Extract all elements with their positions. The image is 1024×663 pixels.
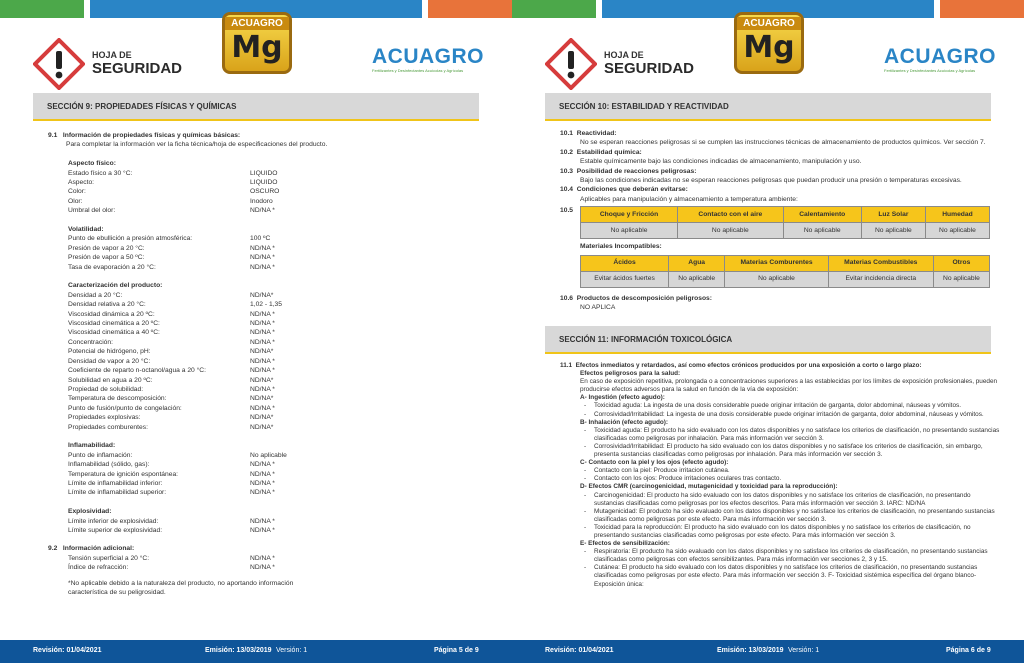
property-row	[68, 376, 468, 385]
property-name: Punto de fusión/punto de congelación:	[68, 404, 182, 412]
table-cell: No aplicable	[861, 223, 925, 239]
tox-item-text: Corrosividad/Irritabilidad: La ingesta de una dosis considerable puede originar irritación de garganta, dolor abdominal, náuseas y vómitos.	[594, 410, 984, 418]
property-value: LIQUIDO	[250, 179, 278, 187]
property-value: ND/NA *	[250, 526, 275, 534]
property-value: ND/NA *	[250, 564, 275, 572]
product-badge	[222, 12, 292, 74]
property-row	[68, 451, 468, 460]
exclamation-triangle-icon	[545, 38, 597, 90]
property-name: Propiedades explosivas:	[68, 414, 141, 422]
property-value: ND/NA *	[250, 320, 275, 328]
property-name: Temperatura de ignición espontánea:	[68, 470, 179, 478]
property-name: Inflamabilidad (sólido, gas):	[68, 461, 150, 469]
table-header-cell: Ácidos	[581, 255, 669, 271]
section-11-body	[560, 362, 1000, 589]
subsection-text: En caso de exposición repetitiva, prolongada o a concentraciones superiores a las establecidas por los límites de exposición profesionales, pueden producirse efectos adversos para la salud en función de la vía de exposición:	[580, 378, 998, 394]
subsection-subtitle: Efectos peligrosos para la salud:	[580, 370, 681, 378]
property-value: ND/NA*	[250, 348, 274, 356]
bullet: -	[584, 402, 587, 410]
property-row	[68, 413, 468, 422]
property-row	[68, 488, 468, 497]
page-right	[512, 0, 1024, 663]
tox-item	[580, 564, 1000, 588]
property-row	[68, 554, 468, 563]
logo-wordmark: ACUAGRO	[372, 45, 484, 68]
subsection-text: Estable químicamente bajo las condiciones indicadas de almacenamiento, manipulación y uso.	[580, 158, 862, 166]
revision-date: Revisión: 01/04/2021	[545, 647, 614, 654]
subsection-text: Para completar la información ver la ficha técnica/hoja de especificaciones del producto.	[66, 141, 328, 149]
subsection-title: Productos de descomposición peligrosos:	[576, 294, 713, 302]
property-value: ND/NA *	[250, 310, 275, 318]
tox-heading: B- Inhalación (efecto agudo):	[580, 418, 669, 426]
property-row	[68, 366, 468, 375]
property-name: Potencial de hidrógeno, pH:	[68, 348, 151, 356]
property-name: Punto de ebullición a presión atmosférica:	[68, 235, 193, 243]
property-row	[68, 404, 468, 413]
property-row	[68, 347, 468, 356]
property-name: Límite de inflamabilidad superior:	[68, 489, 167, 497]
property-name: Densidad relativa a 20 °C:	[68, 301, 146, 309]
property-row	[68, 517, 468, 526]
table-cell: No aplicable	[669, 271, 725, 287]
property-name: Viscosidad cinemática a 20 ºC:	[68, 320, 160, 328]
property-value: 100 ºC	[250, 235, 271, 243]
footer-left	[0, 640, 512, 663]
doc-type-title: SEGURIDAD	[604, 60, 695, 77]
property-row	[68, 300, 468, 309]
version: Versión: 1	[788, 647, 820, 654]
bullet: -	[584, 523, 587, 531]
footnote: *No aplicable debido a la naturaleza del producto, no aportando información característica de su peligrosidad.	[68, 579, 294, 597]
property-value: ND/NA *	[250, 554, 275, 562]
property-row	[68, 357, 468, 366]
property-row	[68, 197, 468, 206]
tox-item	[580, 475, 1000, 483]
property-name: Propiedades comburentes:	[68, 423, 148, 431]
property-value: ND/NA *	[250, 263, 275, 271]
property-value: ND/NA*	[250, 291, 274, 299]
property-name: Umbral del olor:	[68, 207, 116, 215]
property-value: ND/NA *	[250, 404, 275, 412]
property-row	[68, 526, 468, 535]
group-title: Aspecto físico:	[68, 160, 116, 168]
property-name: Olor:	[68, 197, 83, 205]
tox-item	[580, 508, 1000, 524]
property-value: ND/NA*	[250, 414, 274, 422]
subsection-title: Condiciones que deberán evitarse:	[576, 186, 688, 194]
table-cell: No aplicable	[678, 223, 784, 239]
table-header-cell: Agua	[669, 255, 725, 271]
tox-item	[580, 402, 1000, 410]
tox-heading: D- Efectos CMR (carcinogenicidad, mutagenicidad y toxicidad para la reproducción):	[580, 483, 838, 491]
property-row	[68, 187, 468, 196]
property-row	[68, 563, 468, 572]
tox-item-text: Mutagenicidad: El producto ha sido evaluado con los datos disponibles y no satisface los criterios de clasificación, no presentando sustancias clasificadas como peligrosas por este efecto. Para más información ver sección 3.	[594, 507, 995, 523]
badge-symbol: Mg	[231, 30, 283, 65]
property-value: ND/NA *	[250, 489, 275, 497]
property-name: Densidad de vapor a 20 °C:	[68, 357, 151, 365]
subsection-number: 10.1	[560, 130, 574, 137]
property-name: Viscosidad dinámica a 20 ºC:	[68, 310, 155, 318]
property-name: Color:	[68, 188, 86, 196]
property-row	[68, 385, 468, 394]
tox-item	[580, 467, 1000, 475]
table-header-cell: Luz Solar	[861, 207, 925, 223]
table-cell: No aplicable	[783, 223, 861, 239]
tox-item	[580, 427, 1000, 443]
bullet: -	[584, 491, 587, 499]
group-title: Explosividad:	[68, 508, 112, 516]
property-name: Tensión superficial a 20 °C:	[68, 554, 150, 562]
subsection-text: Aplicables para manipulación y almacenamiento a temperatura ambiente:	[580, 195, 798, 203]
property-name: Temperatura de descomposición:	[68, 395, 167, 403]
tox-heading: A- Ingestión (efecto agudo):	[580, 394, 665, 402]
subsection-text: Bajo las condiciones indicadas no se esperan reacciones peligrosas que puedan producir una presión o temperaturas excesivas.	[580, 177, 962, 185]
table-header-cell: Contacto con el aire	[678, 207, 784, 223]
property-name: Aspecto:	[68, 179, 95, 187]
table-header-cell: Choque y Fricción	[581, 207, 678, 223]
subsection-title: Estabilidad química:	[576, 148, 642, 156]
property-row	[68, 394, 468, 403]
property-row	[68, 328, 468, 337]
doc-type-label: HOJA DE	[92, 50, 132, 60]
table-cell: Evitar ácidos fuertes	[581, 271, 669, 287]
property-row	[68, 470, 468, 479]
property-row	[68, 206, 468, 215]
table-cell: No aplicable	[933, 271, 989, 287]
property-row	[68, 263, 468, 272]
group-title: Caracterización del producto:	[68, 282, 163, 290]
logo-tagline: Fertilizantes y Desinfectantes Acuícolas y Agrícolas	[372, 68, 464, 73]
table-header-cell: Humedad	[925, 207, 989, 223]
bullet: -	[584, 410, 587, 418]
table-header-cell: Calentamiento	[783, 207, 861, 223]
tox-item	[580, 548, 1000, 564]
table-cell: No aplicable	[725, 271, 829, 287]
property-value: OSCURO	[250, 188, 280, 196]
tox-item-text: Toxicidad aguda: El producto ha sido evaluado con los datos disponibles y no satisface los criterios de clasificación, no presentando sustancias clasificadas como peligrosas por inhalación. Para más información ver sección 3.	[594, 426, 1000, 442]
section-10-body	[560, 129, 1000, 312]
property-value: 1,02 - 1,35	[250, 301, 282, 309]
bullet: -	[584, 564, 587, 572]
subsection-number: 10.2	[560, 148, 574, 156]
subsection-number: 10.4	[560, 186, 574, 194]
exclamation-triangle-icon	[33, 38, 85, 90]
tox-item-text: Corrosividad/Irritabilidad: El producto ha sido evaluado con los datos disponibles y no satisface los criterios de clasificación, sin embargo, presenta sustancias clasificadas como peligrosas por inhalación. Para más información ver sección 3.	[594, 442, 983, 459]
conditions-table	[580, 206, 990, 239]
property-value: ND/NA*	[250, 423, 274, 431]
property-name: Límite inferior de explosividad:	[68, 517, 159, 525]
bullet: -	[584, 467, 587, 475]
tox-item-text: Carcinogenicidad: El producto ha sido evaluado con los datos disponibles y no satisface los criterios de clasificación, no presentando sustancias clasificadas como peligrosas por los efectos descritos. Para más información ver sección 3. IARC: ND/NA	[594, 491, 971, 507]
property-value: ND/NA *	[250, 254, 275, 262]
subsection-text: NO APLICA	[580, 304, 616, 312]
property-row	[68, 338, 468, 347]
company-logo	[884, 45, 996, 78]
property-value: Inodoro	[250, 197, 273, 205]
property-value: ND/NA *	[250, 517, 275, 525]
property-value: ND/NA*	[250, 376, 274, 384]
bullet: -	[584, 548, 587, 556]
table-header-cell: Materias Comburentes	[725, 255, 829, 271]
property-row	[68, 479, 468, 488]
tox-item	[580, 524, 1000, 540]
property-row	[68, 178, 468, 187]
property-value: ND/NA *	[250, 244, 275, 252]
table-cell: Evitar incidencia directa	[828, 271, 933, 287]
property-name: Concentración:	[68, 338, 113, 346]
property-name: Límite superior de explosividad:	[68, 526, 163, 534]
property-value: No aplicable	[250, 451, 287, 459]
section-11-header: SECCIÓN 11: INFORMACIÓN TOXICOLÓGICA	[545, 326, 991, 354]
emission-date: Emisión: 13/03/2019	[205, 647, 272, 654]
table-cell: No aplicable	[581, 223, 678, 239]
property-name: Tasa de evaporación a 20 °C:	[68, 263, 156, 271]
badge-symbol: Mg	[743, 30, 795, 65]
table-cell: No aplicable	[925, 223, 989, 239]
property-value: ND/NA *	[250, 207, 275, 215]
property-row	[68, 423, 468, 432]
property-name: Presión de vapor a 50 ºC:	[68, 254, 145, 262]
page-number: Página 6 de 9	[946, 647, 991, 654]
property-row	[68, 244, 468, 253]
tox-item	[580, 443, 1000, 459]
property-value: ND/NA*	[250, 395, 274, 403]
incompatible-label: Materiales Incompatibles:	[580, 243, 662, 251]
tox-item	[580, 492, 1000, 508]
tox-item-text: Toxicidad aguda: La ingesta de una dosis considerable puede originar irritación de garganta, dolor abdominal, náuseas y vómitos.	[594, 402, 961, 410]
property-value: ND/NA *	[250, 357, 275, 365]
logo-wordmark: ACUAGRO	[884, 45, 996, 68]
tox-item-text: Contacto con los ojos: Produce irritaciones oculares tras contacto.	[594, 475, 782, 483]
property-value: ND/NA *	[250, 479, 275, 487]
bullet: -	[584, 507, 587, 515]
property-value: ND/NA *	[250, 470, 275, 478]
subsection-number: 9.1	[48, 132, 58, 139]
property-name: Punto de inflamación:	[68, 451, 133, 459]
property-name: Índice de refracción:	[68, 564, 129, 572]
tox-item-text: Respiratoria: El producto ha sido evaluado con los datos disponibles y no satisface los criterios de clasificación, no presentando sustancias clasificadas como peligrosas con efectos sensibilizantes. Para más información ver secciones 2, 3 y 15.	[594, 548, 988, 564]
incompatible-table	[580, 255, 990, 288]
property-row	[68, 319, 468, 328]
subsection-title: Información de propiedades físicas y químicas básicas:	[62, 132, 241, 139]
group-title: Inflamabilidad:	[68, 442, 116, 450]
property-row	[68, 460, 468, 469]
subsection-number: 10.5	[560, 207, 574, 215]
product-badge	[734, 12, 804, 74]
page-number: Página 5 de 9	[434, 647, 479, 654]
property-row	[68, 234, 468, 243]
doc-type-title: SEGURIDAD	[92, 60, 183, 77]
tox-item-text: Cutánea: El producto ha sido evaluado con los datos disponibles y no satisface los criterios de clasificación, no presentando sustancias clasificadas como peligrosas por este efecto. Para más información ver sección 3. F- Toxicidad sistémica específica del órgano blanco-Exposición única:	[594, 564, 978, 588]
subsection-number: 9.2	[48, 545, 58, 553]
subsection-number: 10.6	[560, 294, 574, 302]
table-header-cell: Materias Combustibles	[828, 255, 933, 271]
property-row	[68, 310, 468, 319]
subsection-text: No se esperan reacciones peligrosas si se cumplen las instrucciones técnicas de almacenamiento de productos químicos. Ver sección 7.	[580, 139, 986, 147]
property-value: ND/NA *	[250, 385, 275, 393]
property-name: Límite de inflamabilidad inferior:	[68, 479, 163, 487]
tox-item	[580, 411, 1000, 419]
section-9-body	[48, 131, 468, 597]
subsection-title: Reactividad:	[576, 130, 617, 137]
property-value: ND/NA *	[250, 338, 275, 346]
subsection-title: Efectos inmediatos y retardados, así como efectos crónicos producidos por una exposición a corto o largo plazo:	[575, 362, 922, 369]
bullet: -	[584, 475, 587, 483]
property-row	[68, 291, 468, 300]
version: Versión: 1	[276, 647, 308, 654]
property-name: Presión de vapor a 20 °C:	[68, 244, 145, 252]
section-9-header: SECCIÓN 9: PROPIEDADES FÍSICAS Y QUÍMICAS	[33, 93, 479, 121]
table-header-cell: Otros	[933, 255, 989, 271]
badge-brand: ACUAGRO	[737, 17, 801, 30]
property-value: LIQUIDO	[250, 169, 278, 177]
section-10-header: SECCIÓN 10: ESTABILIDAD Y REACTIVIDAD	[545, 93, 991, 121]
doc-type-label: HOJA DE	[604, 50, 644, 60]
tox-item-text: Toxicidad para la reproducción: El producto ha sido evaluado con los datos disponibles y no satisface los criterios de clasificación, no presentando sustancias clasificadas como peligrosas por este efecto. Para más información ver sección 3.	[594, 523, 971, 539]
subsection-title: Información adicional:	[62, 545, 135, 553]
tox-item-text: Contacto con la piel: Produce irritacion cutánea.	[594, 467, 730, 475]
property-value: ND/NA *	[250, 461, 275, 469]
subsection-title: Posibilidad de reacciones peligrosas:	[576, 167, 697, 175]
property-name: Propiedad de solubilidad:	[68, 385, 144, 393]
bullet: -	[584, 426, 587, 434]
bullet: -	[584, 442, 587, 450]
logo-tagline: Fertilizantes y Desinfectantes Acuícolas y Agrícolas	[884, 68, 976, 73]
property-value: ND/NA *	[250, 329, 275, 337]
company-logo	[372, 45, 484, 78]
tox-heading: E- Efectos de sensibilización:	[580, 540, 670, 548]
revision-date: Revisión: 01/04/2021	[33, 647, 102, 654]
toxicology-list	[560, 394, 1000, 588]
property-row	[68, 169, 468, 178]
property-name: Viscosidad cinemática a 40 ºC:	[68, 329, 160, 337]
property-value: ND/NA *	[250, 367, 275, 375]
footer-right	[512, 640, 1024, 663]
group-title: Volatilidad:	[68, 226, 104, 234]
property-name: Densidad a 20 °C:	[68, 291, 123, 299]
subsection-number: 11.1	[560, 362, 573, 369]
property-row	[68, 253, 468, 262]
additional-info-list	[48, 554, 468, 573]
badge-brand: ACUAGRO	[225, 17, 289, 30]
emission-date: Emisión: 13/03/2019	[717, 647, 784, 654]
property-name: Estado físico a 30 °C:	[68, 169, 133, 177]
tox-heading: C- Contacto con la piel y los ojos (efecto agudo):	[580, 459, 729, 467]
subsection-number: 10.3	[560, 167, 574, 175]
property-groups	[48, 159, 468, 535]
property-name: Coeficiente de reparto n-octanol/agua a 20 °C:	[68, 367, 206, 375]
property-name: Solubilidad en agua a 20 ºC:	[68, 376, 153, 384]
